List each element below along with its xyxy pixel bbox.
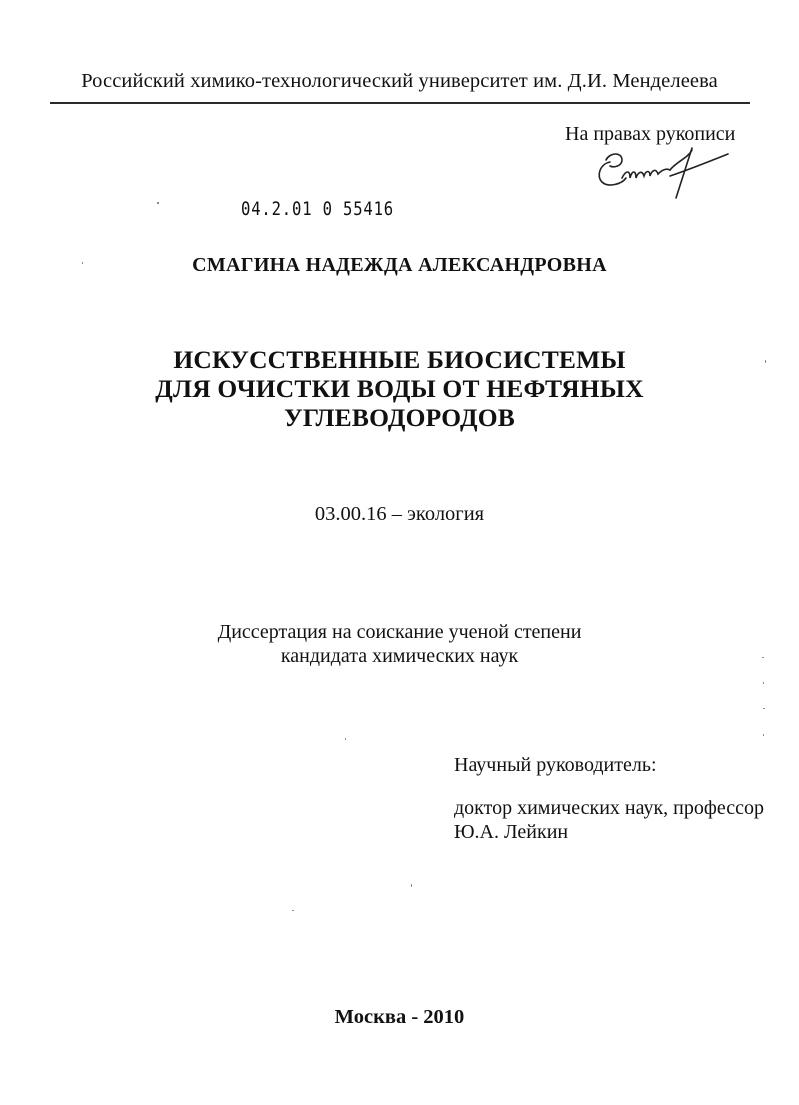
header-divider bbox=[50, 102, 750, 104]
supervisor-label: Научный руководитель: bbox=[454, 754, 657, 776]
supervisor-name: Ю.А. Лейкин bbox=[454, 821, 569, 843]
title-line: ДЛЯ ОЧИСТКИ ВОДЫ ОТ НЕФТЯНЫХ bbox=[155, 374, 644, 403]
scan-speck bbox=[411, 884, 412, 887]
scan-speck bbox=[765, 360, 766, 363]
scan-speck bbox=[157, 202, 159, 204]
specialty-code: 03.00.16 – экология bbox=[314, 503, 485, 525]
dissertation-title bbox=[0, 345, 799, 432]
title-line: УГЛЕВОДОРОДОВ bbox=[283, 403, 516, 432]
degree-statement bbox=[0, 620, 799, 668]
scan-speck bbox=[762, 657, 764, 658]
manuscript-rights-note: На правах рукописи bbox=[565, 123, 736, 145]
registration-stamp: 04.2.01 0 55416 bbox=[241, 198, 395, 220]
supervisor-info bbox=[454, 796, 764, 844]
university-name: Российский химико-технологический университет им. Д.И. Менделеева bbox=[81, 70, 718, 92]
signature-icon bbox=[592, 140, 732, 200]
scan-speck bbox=[763, 708, 765, 709]
scan-speck bbox=[82, 262, 83, 264]
scan-speck bbox=[763, 682, 764, 684]
scan-speck bbox=[763, 734, 764, 736]
supervisor-credentials: доктор химических наук, профессор bbox=[454, 797, 764, 819]
scan-speck bbox=[345, 738, 346, 740]
degree-line: Диссертация на соискание ученой степени bbox=[217, 621, 582, 643]
degree-line: кандидата химических наук bbox=[280, 645, 519, 667]
author-name: СМАГИНА НАДЕЖДА АЛЕКСАНДРОВНА bbox=[192, 254, 607, 276]
title-line: ИСКУССТВЕННЫЕ БИОСИСТЕМЫ bbox=[173, 345, 626, 374]
scan-speck bbox=[292, 910, 294, 911]
city-year: Москва - 2010 bbox=[334, 1006, 465, 1028]
